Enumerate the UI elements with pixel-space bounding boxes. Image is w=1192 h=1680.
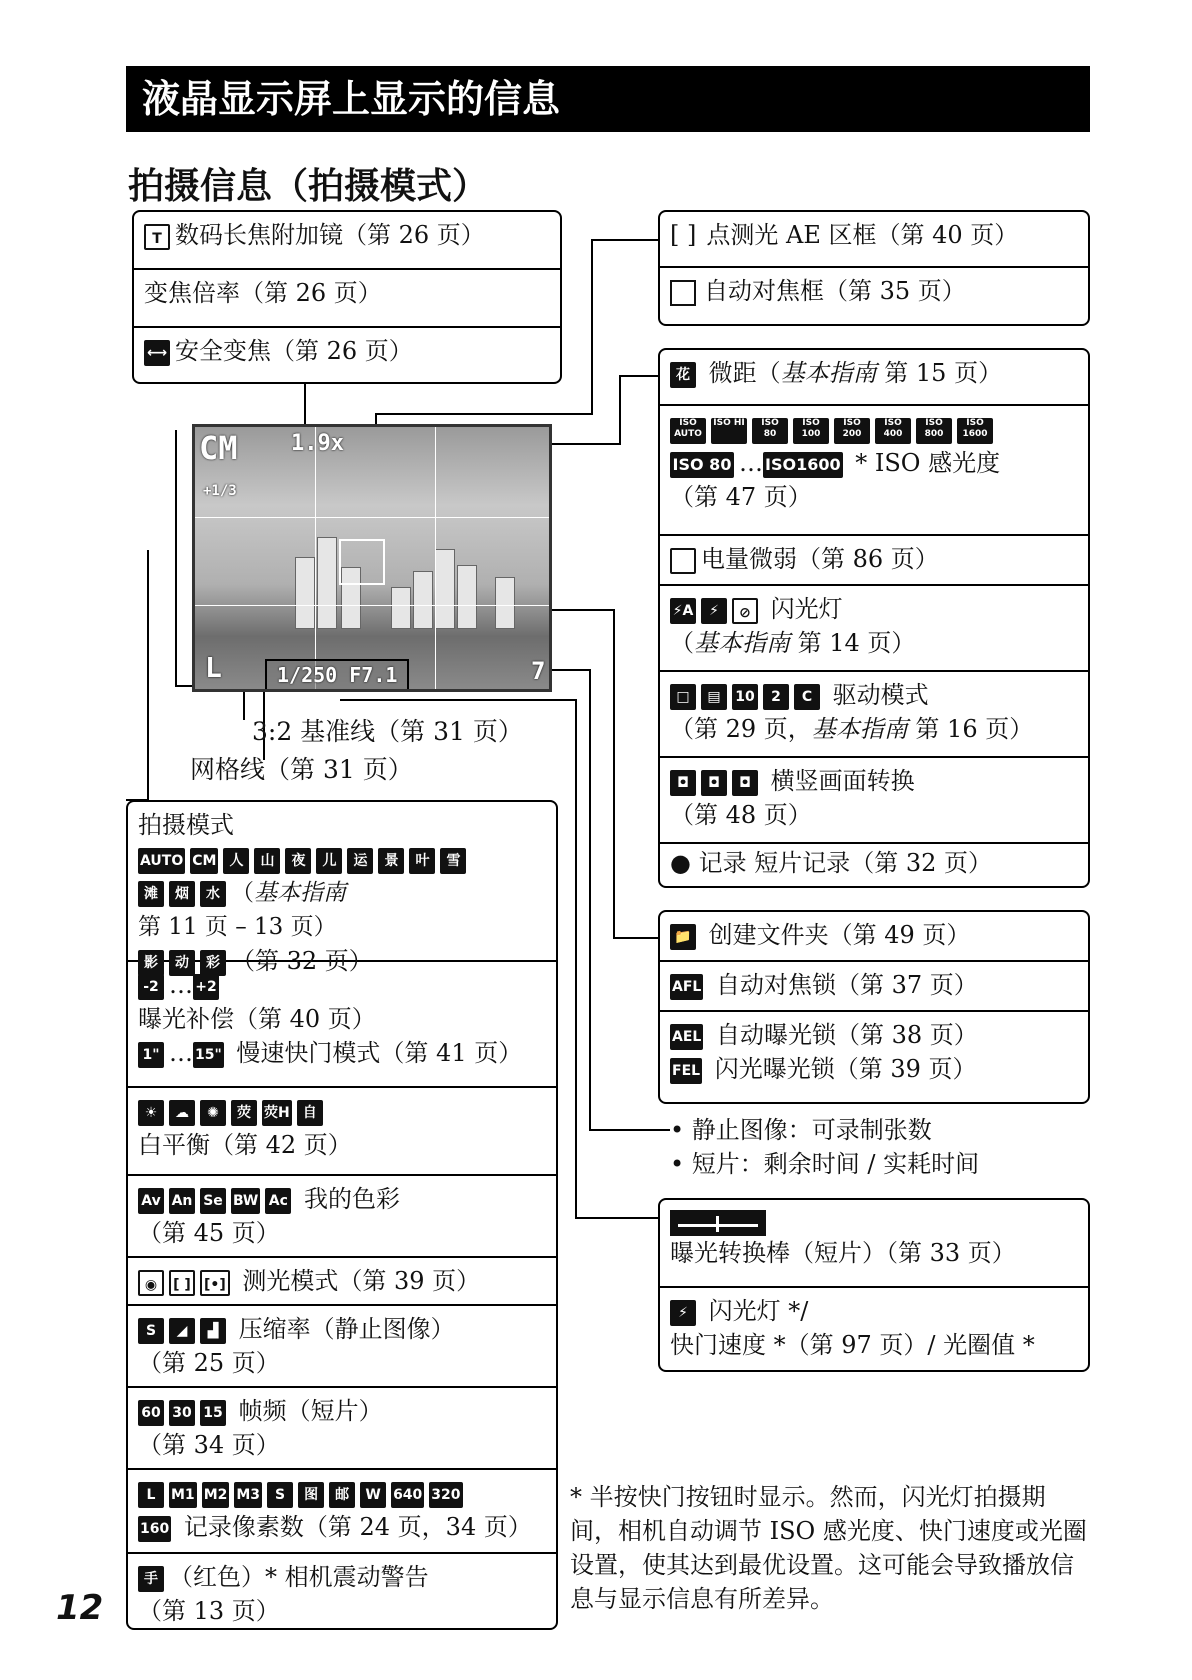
lcd-ev: +1/3 xyxy=(203,483,237,499)
battery-row xyxy=(660,536,1088,586)
compression-ref: （第 25 页） xyxy=(138,1349,280,1377)
shooting-mode-ref1 xyxy=(138,876,546,944)
pixel-icon: M3 xyxy=(234,1482,262,1508)
pixel-icon: 160 xyxy=(138,1516,171,1542)
wb-icon: 荧 xyxy=(231,1100,257,1126)
flash-ref: 第 14 页） xyxy=(790,629,916,657)
pixel-icon: 640 xyxy=(391,1482,424,1508)
fps-ref: （第 34 页） xyxy=(138,1431,280,1459)
safety-zoom-label: 安全变焦（第 26 页） xyxy=(175,337,413,365)
mode-icon: 儿 xyxy=(316,848,342,874)
lcd-shutter-aperture: 1/250 F7.1 xyxy=(265,659,409,691)
metering-label: 测光模式（第 39 页） xyxy=(242,1267,481,1295)
page-title: 液晶显示屏上显示的信息 xyxy=(126,66,1090,132)
wb-label: 白平衡（第 42 页） xyxy=(138,1131,352,1159)
metering-icon: [ ] xyxy=(169,1270,195,1296)
ev-minus-icon: -2 xyxy=(138,974,164,1000)
ref-text: （第 32 页） xyxy=(231,947,373,975)
mode-icon: 动 xyxy=(169,950,195,976)
slow-15-icon: 15" xyxy=(193,1042,224,1068)
af-frame-icon xyxy=(670,280,696,306)
ref-prefix: （ xyxy=(231,880,254,906)
wb-icon: ☁ xyxy=(169,1100,195,1126)
tele-converter-label: 数码长焦附加镜（第 26 页） xyxy=(175,221,485,249)
wb-icon: ✺ xyxy=(200,1100,226,1126)
slow-shutter-label: 慢速快门模式（第 41 页） xyxy=(236,1039,523,1067)
iso-icon: ISO 800 xyxy=(916,418,952,444)
battery-label: 电量微弱（第 86 页） xyxy=(701,545,939,573)
tele-converter-icon: T xyxy=(144,224,170,250)
pixel-icon: S xyxy=(267,1482,293,1508)
shake-warning-row xyxy=(128,1554,556,1630)
af-lock-label: 自动对焦锁（第 37 页） xyxy=(715,971,978,999)
zoom-info-box xyxy=(132,210,562,384)
afl-icon: AFL xyxy=(670,974,703,1000)
shooting-settings-box xyxy=(126,800,558,1630)
drive-ref-tail: 第 16 页） xyxy=(907,715,1034,743)
pixel-icon: 320 xyxy=(429,1482,462,1508)
shutter-aperture-label: 快门速度 *（第 97 页）/ 光圈值 * xyxy=(670,1331,1035,1359)
shooting-mode-icons xyxy=(138,842,546,876)
ael-icon: AEL xyxy=(670,1024,703,1050)
iso-row xyxy=(660,406,1088,536)
ae-lock-label: 自动曝光锁（第 38 页） xyxy=(715,1021,978,1049)
wb-icon: ☀ xyxy=(138,1100,164,1126)
af-lock-row xyxy=(660,962,1088,1012)
color-icon: Se xyxy=(200,1188,226,1214)
macro-icon: 花 xyxy=(670,362,696,388)
exposure-bar-label: 曝光转换棒（短片）（第 33 页） xyxy=(670,1239,1016,1267)
my-colors-ref: （第 45 页） xyxy=(138,1219,280,1247)
mode-icon: 山 xyxy=(254,848,280,874)
camera-shake-icon: 手 xyxy=(138,1566,164,1592)
mode-icon: 烟 xyxy=(169,881,195,907)
mode-icon: 运 xyxy=(347,848,373,874)
flash-row: ⚡A ⚡ ⊘ 闪光灯 （基本指南 第 14 页） xyxy=(660,586,1088,672)
compression-icon: S xyxy=(138,1318,164,1344)
mode-icon: 彩 xyxy=(200,950,226,976)
fps-icon: 15 xyxy=(200,1400,226,1426)
iso-range-dots: … xyxy=(739,449,763,477)
compression-row xyxy=(128,1306,556,1388)
drive-icon: □ xyxy=(670,684,696,710)
remaining-shots-text: • 静止图像：可录制张数 xyxy=(670,1116,932,1144)
create-folder-label: 创建文件夹（第 49 页） xyxy=(708,921,971,949)
mode-icon: 雪 xyxy=(440,848,466,874)
basic-guide-ref: 基本指南 xyxy=(254,880,346,906)
orientation-icon: ◘ xyxy=(701,770,727,796)
basic-guide-ref: 基本指南 xyxy=(694,629,790,657)
pixel-icon: 邮 xyxy=(329,1482,355,1508)
basic-guide-ref: 基本指南 xyxy=(811,715,908,743)
my-colors-label: 我的色彩 xyxy=(304,1185,400,1213)
mode-icon: AUTO xyxy=(138,848,185,874)
pixel-icon: 图 xyxy=(298,1482,324,1508)
orientation-label: 横竖画面转换 xyxy=(770,767,915,795)
af-frame-label: 自动对焦框（第 35 页） xyxy=(704,277,966,305)
spot-ae-row xyxy=(660,212,1088,268)
pixel-icon: W xyxy=(360,1482,386,1508)
pixel-icon: L xyxy=(138,1482,164,1508)
compression-icon: ◢ xyxy=(169,1318,195,1344)
iso-icon: ISO 100 xyxy=(793,418,829,444)
footnote: * 半按快门按钮时显示。然而，闪光灯拍摄期间，相机自动调节 ISO 感光度、快门速度或光圈设置，使其达到最优设置。这可能会导致播放信息与显示信息有所差异。 xyxy=(570,1483,1087,1613)
wb-icon: 自 xyxy=(297,1100,323,1126)
shooting-mode-row xyxy=(128,802,556,975)
frame-rate-row xyxy=(128,1388,556,1470)
movie-exposure-box xyxy=(658,1198,1090,1372)
pixel-icon: M1 xyxy=(169,1482,197,1508)
fps-label: 帧频（短片） xyxy=(238,1397,383,1425)
section-subtitle: 拍摄信息（拍摄模式） xyxy=(128,166,489,207)
lcd-preview xyxy=(192,424,552,692)
shake-label: （红色）* 相机震动警告 xyxy=(169,1563,429,1591)
flash-off-icon: ⊘ xyxy=(732,598,758,624)
lcd-size: L xyxy=(205,651,222,684)
focus-frame-box xyxy=(658,210,1090,326)
color-icon: Ac xyxy=(265,1188,291,1214)
color-icon: BW xyxy=(231,1188,260,1214)
shake-ref: （第 13 页） xyxy=(138,1597,280,1625)
iso-80-icon: ISO 80 xyxy=(670,452,734,478)
record-row xyxy=(660,844,1088,886)
mode-icon: 叶 xyxy=(409,848,435,874)
metering-icon: [•] xyxy=(200,1270,230,1296)
iso-icon: ISO 200 xyxy=(834,418,870,444)
iso-icon: ISO 80 xyxy=(752,418,788,444)
iso-icon: ISO AUTO xyxy=(670,418,706,444)
pixels-label: 记录像素数（第 24 页，34 页） xyxy=(183,1513,532,1541)
record-label: ● 记录 短片记录（第 32 页） xyxy=(670,849,992,877)
drive-icon: C xyxy=(794,684,820,710)
iso-icon: ISO HI xyxy=(711,418,747,444)
orientation-ref: （第 48 页） xyxy=(670,801,812,829)
lock-box xyxy=(658,910,1090,1104)
wb-icon: 荧H xyxy=(262,1100,292,1126)
macro-ref: 第 15 页） xyxy=(876,359,1003,387)
mode-icon: 滩 xyxy=(138,881,164,907)
macro-label: 微距（ xyxy=(708,359,781,387)
metering-icon: ◉ xyxy=(138,1270,164,1296)
callout-grid-lines: 网格线（第 31 页） xyxy=(190,755,413,784)
mode-icon: 水 xyxy=(200,881,226,907)
iso-label: * ISO 感光度 xyxy=(855,449,1001,477)
exposure-comp-row: -2 … +2 曝光补偿（第 40 页） 1" … 15" 慢速快门模式（第 41 页） xyxy=(128,962,556,1088)
iso-ref: （第 47 页） xyxy=(670,483,812,511)
drive-ref: （第 29 页， xyxy=(670,715,812,743)
zoom-ratio-row xyxy=(134,270,560,328)
flash-shutter-row xyxy=(660,1288,1088,1370)
shooting-status-box xyxy=(658,348,1090,888)
mode-icon: 夜 xyxy=(285,848,311,874)
compression-label: 压缩率（静止图像） xyxy=(238,1315,455,1343)
af-frame-row xyxy=(660,268,1088,324)
exposure-bar-icon xyxy=(670,1210,766,1236)
flash-icon: ⚡A xyxy=(670,598,696,624)
zoom-ratio-label: 变焦倍率（第 26 页） xyxy=(144,279,382,307)
flash-star-label: 闪光灯 */ xyxy=(708,1297,809,1325)
create-folder-row xyxy=(660,912,1088,962)
flash-icon: ⚡ xyxy=(701,598,727,624)
lcd-zoom: 1.9x xyxy=(291,431,344,456)
remaining-time-text: • 短片：剩余时间 / 实耗时间 xyxy=(670,1150,980,1178)
macro-row xyxy=(660,350,1088,406)
tele-converter-row xyxy=(134,212,560,270)
fel-icon: FEL xyxy=(670,1058,702,1084)
mode-icon: 人 xyxy=(223,848,249,874)
drive-row xyxy=(660,672,1088,758)
ev-plus-icon: +2 xyxy=(193,974,219,1000)
slow-1-icon: 1" xyxy=(138,1042,164,1068)
iso-icon: ISO 1600 xyxy=(957,418,993,444)
color-icon: An xyxy=(169,1188,195,1214)
iso-1600-icon: ISO1600 xyxy=(763,452,843,478)
spot-ae-label: 点测光 AE 区框（第 40 页） xyxy=(706,221,1019,249)
safety-zoom-row xyxy=(134,328,560,382)
orientation-row xyxy=(660,758,1088,844)
ref-suffix: 第 11 页 – 13 页） xyxy=(138,914,337,940)
flash-label: 闪光灯 xyxy=(770,595,843,623)
shooting-mode-label: 拍摄模式 xyxy=(138,811,234,839)
drive-label: 驱动模式 xyxy=(832,681,929,709)
iso-icon: ISO 400 xyxy=(875,418,911,444)
folder-icon: 📁 xyxy=(670,924,696,950)
white-balance-row xyxy=(128,1088,556,1176)
drive-icon: 2 xyxy=(763,684,789,710)
fps-icon: 60 xyxy=(138,1400,164,1426)
lcd-mode: CM xyxy=(199,429,238,467)
flash-icon: ⚡ xyxy=(670,1300,696,1326)
callout-32-grid: 3:2 基准线（第 31 页） xyxy=(252,717,523,746)
battery-low-icon xyxy=(670,548,696,574)
page-number: 12 xyxy=(56,1588,104,1628)
mode-icon: CM xyxy=(190,848,218,874)
drive-icon: 10 xyxy=(732,684,758,710)
orientation-icon: ◘ xyxy=(732,770,758,796)
compression-icon: ▟ xyxy=(200,1318,226,1344)
pixel-icon: M2 xyxy=(202,1482,230,1508)
mode-icon: 影 xyxy=(138,950,164,976)
lcd-shots: 7 xyxy=(531,657,546,685)
exposure-bar-row xyxy=(660,1200,1088,1288)
drive-icon: ▤ xyxy=(701,684,727,710)
safety-zoom-icon: ⟷ xyxy=(144,340,170,366)
fps-icon: 30 xyxy=(169,1400,195,1426)
fe-lock-label: 闪光曝光锁（第 39 页） xyxy=(714,1055,977,1083)
orientation-icon: ◘ xyxy=(670,770,696,796)
ae-fe-lock-row xyxy=(660,1012,1088,1100)
spot-bracket-icon: [ ] xyxy=(670,221,697,249)
color-icon: Av xyxy=(138,1188,164,1214)
pixels-row xyxy=(128,1470,556,1554)
basic-guide-ref: 基本指南 xyxy=(780,359,877,387)
my-colors-row xyxy=(128,1176,556,1258)
metering-row xyxy=(128,1258,556,1306)
mode-icon: 景 xyxy=(378,848,404,874)
ev-label: 曝光补偿（第 40 页） xyxy=(138,1005,376,1033)
